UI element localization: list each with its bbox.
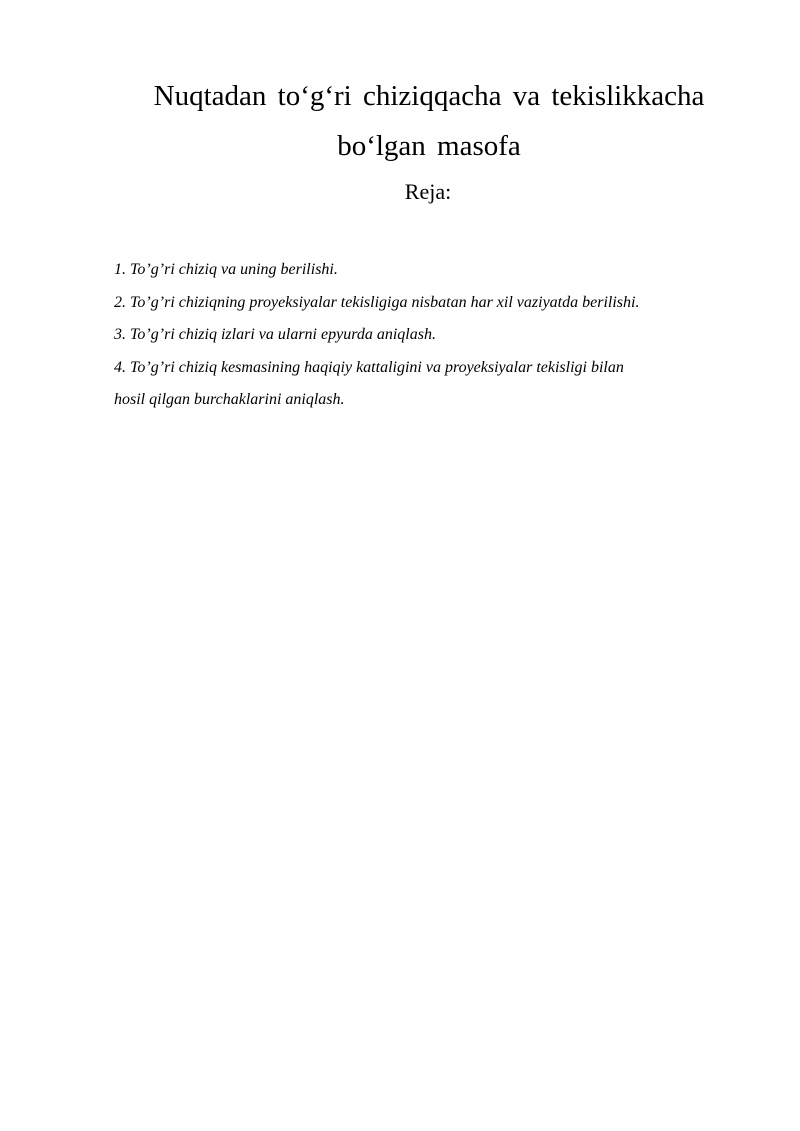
plan-item-3: 3. To’g’ri chiziq izlari va ularni epyurda aniqlash.: [114, 326, 436, 343]
plan-heading: Reja:: [404, 179, 452, 204]
plan-item-4: 4. To’g’ri chiziq kesmasining haqiqiy kattaligini va proyeksiyalar tekisligi bilan: [114, 358, 624, 376]
plan-item-4-continuation: hosil qilgan burchaklarini aniqlash.: [114, 391, 345, 408]
document-title-line-2: bo‘lgan masofa: [337, 130, 521, 162]
plan-item-2: 2. To’g’ri chiziqning proyeksiyalar tekisligiga nisbatan har xil vaziyatda berilishi.: [114, 293, 640, 311]
plan-item-1: 1. To’g’ri chiziq va uning berilishi.: [114, 261, 338, 278]
plan-list: [114, 254, 754, 417]
document-title-line-1: Nuqtadan to‘g‘ri chiziqqacha va tekislikkacha: [153, 80, 705, 112]
